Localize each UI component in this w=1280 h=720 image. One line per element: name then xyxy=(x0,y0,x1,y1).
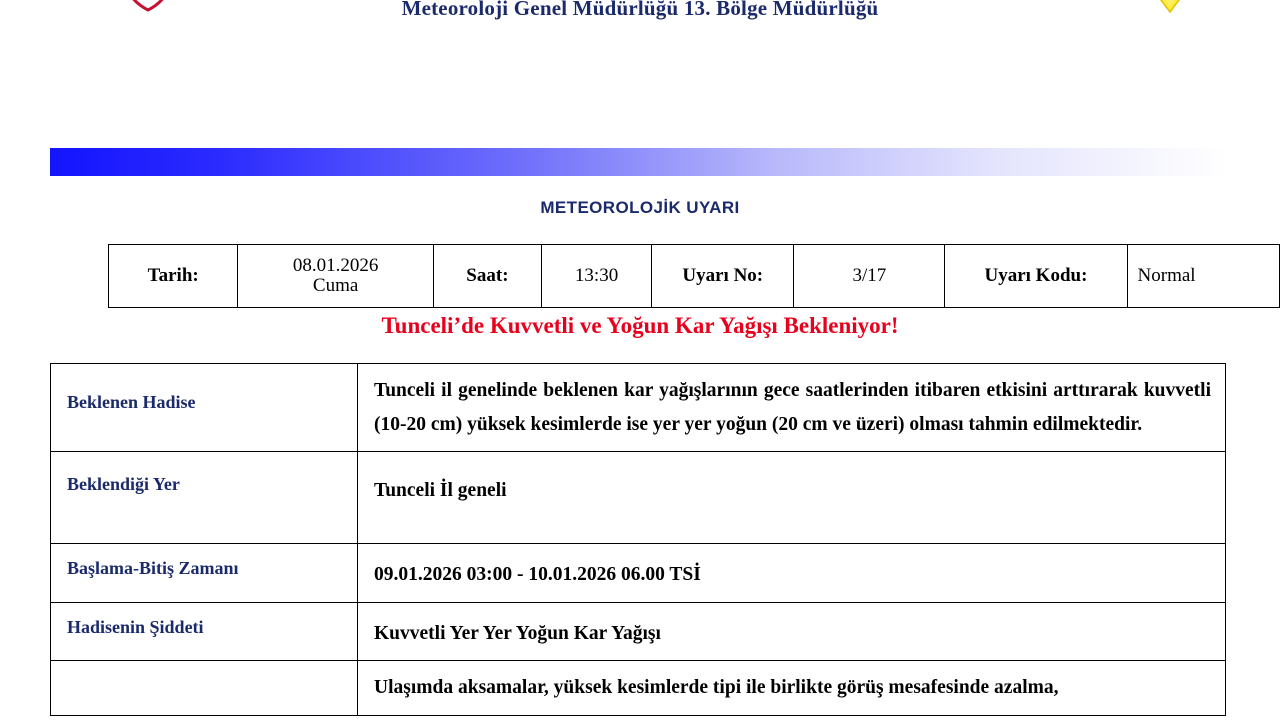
detail-value-effects: Ulaşımda aksamalar, yüksek kesimlerde tipi ile birlikte görüş mesafesinde azalma, xyxy=(358,661,1226,716)
mgm-kite-logo xyxy=(1140,0,1200,16)
alert-headline: Tunceli’de Kuvvetli ve Yoğun Kar Yağışı Bekleniyor! xyxy=(381,313,899,338)
detail-label-expected-place: Beklendiği Yer xyxy=(51,452,358,544)
time-label: Saat: xyxy=(433,245,541,308)
date-value xyxy=(238,245,433,308)
table-row xyxy=(51,602,1226,661)
detail-value-expected-event: Tunceli il genelinde beklenen kar yağışlarının gece saatlerinden itibaren etkisini arttırarak kuvvetli (10-20 cm) yüksek kesimlerde ise yer yer yoğun (20 cm ve üzeri) olması tahmin edilmektedir. xyxy=(358,364,1226,452)
table-row xyxy=(51,452,1226,544)
date-value-weekday: Cuma xyxy=(312,275,359,296)
warning-details-table xyxy=(50,363,1226,716)
page-title: Meteoroloji Genel Müdürlüğü 13. Bölge Müdürlüğü xyxy=(401,0,879,20)
table-row xyxy=(51,661,1226,716)
detail-value-start-end-time: 09.01.2026 03:00 - 10.01.2026 06.00 TSİ xyxy=(358,544,1226,603)
date-value-day: 08.01.2026 xyxy=(292,255,379,277)
table-row xyxy=(51,544,1226,603)
detail-label-start-end-time: Başlama-Bitiş Zamanı xyxy=(51,544,358,603)
detail-value-expected-place: Tunceli İl geneli xyxy=(358,452,1226,544)
warning-no-label: Uyarı No: xyxy=(652,245,794,308)
date-label: Tarih: xyxy=(109,245,238,308)
table-row xyxy=(51,364,1226,452)
detail-label-expected-event: Beklenen Hadise xyxy=(51,364,358,452)
warning-code-label: Uyarı Kodu: xyxy=(945,245,1127,308)
section-title: METEOROLOJİK UYARI xyxy=(540,198,740,217)
document-header xyxy=(0,0,1280,30)
warning-info-table xyxy=(108,244,1280,308)
detail-label-effects xyxy=(51,661,358,716)
warning-no-value: 3/17 xyxy=(794,245,945,308)
gradient-divider-bar xyxy=(50,148,1226,176)
warning-code-value: Normal xyxy=(1127,245,1279,308)
detail-value-severity: Kuvvetli Yer Yer Yoğun Kar Yağışı xyxy=(358,602,1226,661)
table-row xyxy=(109,245,1280,308)
time-value: 13:30 xyxy=(542,245,652,308)
detail-label-severity: Hadisenin Şiddeti xyxy=(51,602,358,661)
